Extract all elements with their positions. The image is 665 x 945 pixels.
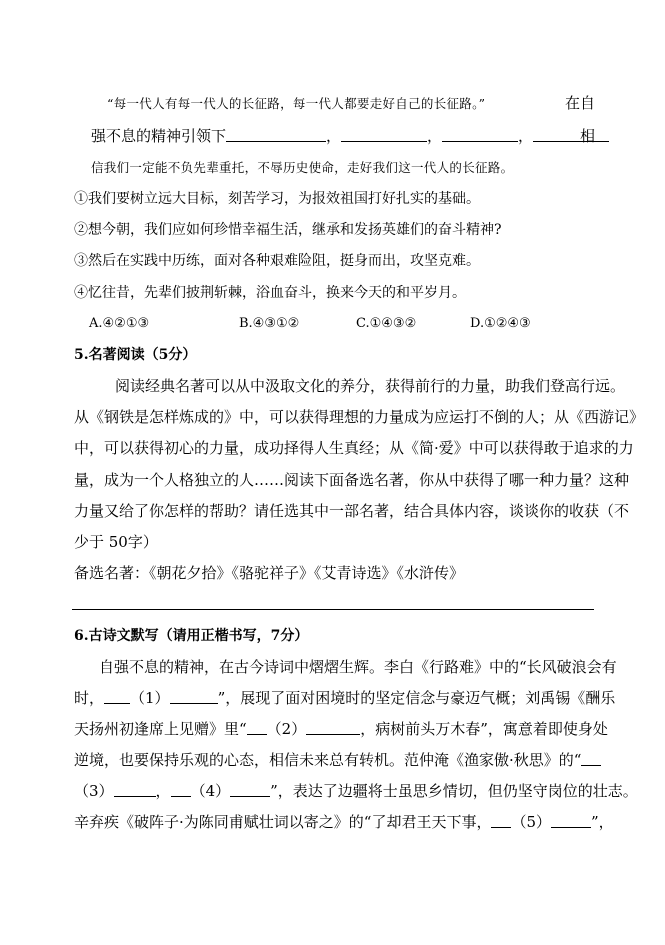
blank-number-2: （2） [266,720,307,738]
option-c[interactable]: C.①④③② [356,316,417,331]
text-segment: 天扬州初逢席上见赠》里“ [74,720,247,738]
text-segment: ”，表达了边疆将士虽思乡情切，但仍坚守岗位的壮志。 [270,782,638,800]
answer-blank-poem-3a[interactable] [581,751,601,766]
text-segment: ”， [591,813,614,831]
blank-number-5: （5） [511,813,551,831]
text-segment: 逆境，也要保持乐观的心态，相信未来总有转机。范仲淹《渔家傲·秋思》的“ [74,751,582,769]
section-5-line-3: 中，可以获得初心的力量，成功择得人生真经；从《简·爱》中可以获得敢于追求的力 [74,439,634,457]
text-segment: 辛弃疾《破阵子·为陈同甫赋壮词以寄之》的“了却君王天下事， [74,813,492,831]
option-a[interactable]: A.④②①③ [89,316,150,331]
quote-tail: 在自 [565,94,596,112]
answer-blank-3[interactable] [442,127,518,142]
blank-number-1: （1） [130,689,170,707]
answer-blank-2[interactable] [341,127,427,142]
section-6-line-4 [74,751,601,769]
answer-blank-poem-2b[interactable] [306,720,360,735]
quote-line [107,95,485,113]
section-6-line-5 [74,782,638,800]
comma: ， [155,782,171,800]
option-d[interactable]: D.①②④③ [470,316,531,331]
quote-text: “每一代人有每一代人的长征路，每一代人都要走好自己的长征路。” [107,96,486,111]
answer-blank-poem-4a[interactable] [171,782,191,797]
option-b[interactable]: B.④③①② [239,316,300,331]
answer-blank-poem-2a[interactable] [247,720,267,735]
statement-3: ③然后在实践中历练，面对各种艰难险阻，挺身而出，攻坚克难。 [74,253,480,269]
section-5-line-2: 从《钢铁是怎样炼成的》中，可以获得理想的力量成为应运打不倒的人；从《西游记》 [74,408,645,426]
statement-4: ④忆往昔，先辈们披荆斩棘，浴血奋斗，换来今天的和平岁月。 [74,285,466,301]
section-5-line-1: 阅读经典名著可以从中汲取文化的养分，获得前行的力量，助我们登高行远。 [115,377,626,395]
section-6-line-6 [74,813,614,831]
section-5-heading: 5.名著阅读（5分） [74,347,197,363]
section-6-heading: 6.古诗文默写（请用正楷书写，7分） [74,628,309,644]
section-5-candidates: 备选名著：《朝花夕拾》《骆驼祥子》《艾青诗选》《水浒传》 [74,564,465,582]
answer-blank-4[interactable] [533,127,609,142]
blank-number-4: （4） [190,782,231,800]
text-segment: 时， [74,689,105,707]
section-6-line-1: 自强不息的精神，在古今诗词中熠熠生辉。李白《行路难》中的“长风破浪会有 [99,658,617,676]
intro-line-tail: 相 [580,127,596,145]
section-5-line-4: 量，成为一个人格独立的人……阅读下面备选名著，你从中获得了哪一种力量？这种 [74,471,630,489]
statement-1: ①我们要树立远大目标，刻苦学习，为报效祖国打好扎实的基础。 [74,191,480,207]
intro-line-blanks [91,127,609,145]
answer-blank-poem-4b[interactable] [230,782,270,797]
comma-1: ， [326,127,342,145]
answer-blank-poem-5a[interactable] [491,813,511,828]
answer-blank-poem-5b[interactable] [551,813,591,828]
text-segment: ，病树前头万木春”，寓意着即使身处 [360,720,608,738]
text-segment: ”，展现了面对困境时的坚定信念与豪迈气概；刘禹锡《酬乐 [217,689,616,707]
answer-blank-1[interactable] [226,127,326,142]
section-5-line-6: 少于 50字） [74,533,158,551]
section-6-line-3 [74,720,608,738]
statement-2: ②想今朝，我们应如何珍惜幸福生活，继承和发扬英雄们的奋斗精神? [74,222,502,238]
intro-line-3: 信我们一定能不负先辈重托，不辱历史使命，走好我们这一代人的长征路。 [91,160,514,175]
section-6-line-2 [74,689,615,707]
section-5-line-5: 力量又给了你怎样的帮助？请任选其中一部名著，结合具体内容，谈谈你的收获（不 [74,502,630,520]
comma-3: ， [518,127,534,145]
answer-line[interactable] [72,609,594,610]
comma-2: ， [427,127,443,145]
intro-head: 强不息的精神引领下 [91,127,227,145]
blank-number-3: （3） [74,782,114,800]
answer-blank-poem-3b[interactable] [114,782,156,797]
answer-blank-poem-1a[interactable] [104,689,130,704]
answer-blank-poem-1b[interactable] [170,689,218,704]
